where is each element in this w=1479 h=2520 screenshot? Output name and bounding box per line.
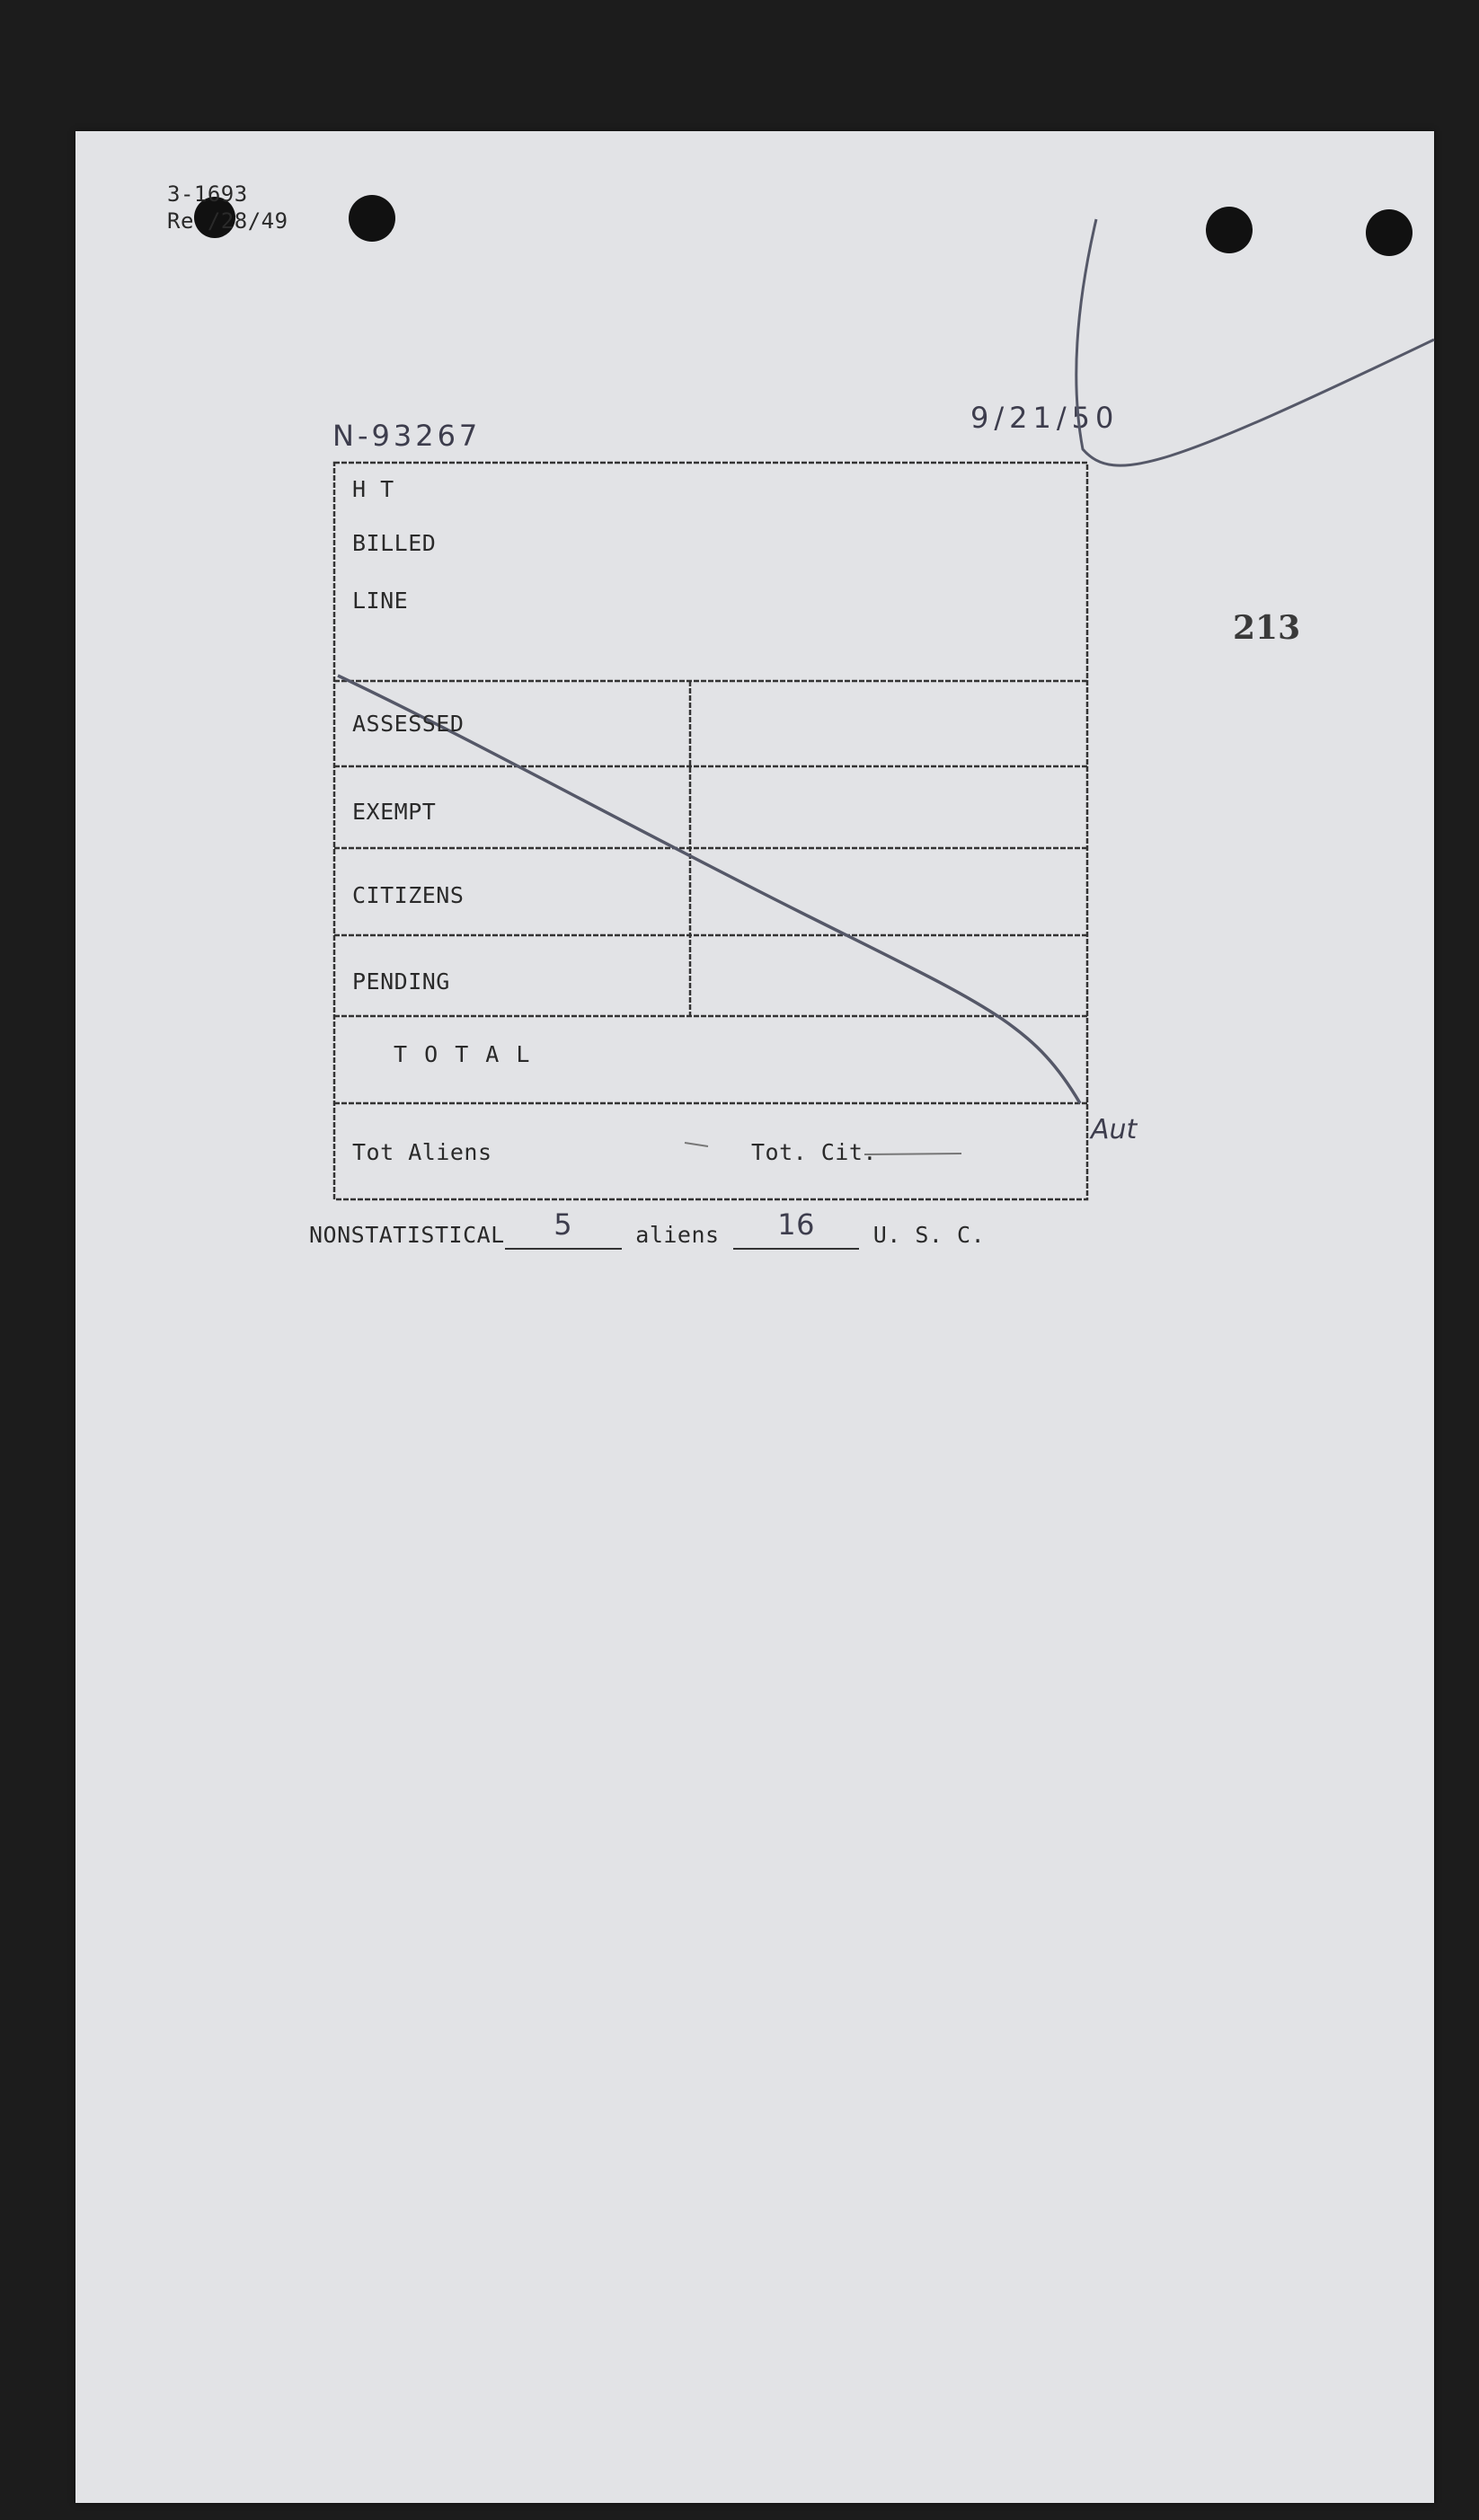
tot-aliens-label: Tot Aliens	[352, 1139, 492, 1165]
nonstatistical-label: NONSTATISTICAL	[309, 1222, 505, 1248]
table-header-ht: H T	[352, 476, 394, 502]
form-revision: Re /28/49	[167, 208, 288, 234]
usc-label: U. S. C.	[872, 1222, 986, 1248]
aliens-count: 5	[554, 1207, 573, 1242]
margin-stroke	[1076, 219, 1434, 465]
row-label-pending: PENDING	[352, 968, 450, 995]
row-label-assessed: ASSESSED	[352, 711, 465, 737]
row-label-exempt: EXEMPT	[352, 799, 437, 825]
date: 9/21/50	[970, 401, 1120, 435]
aliens-blank	[505, 1207, 622, 1250]
nonstatistical-line	[309, 1207, 986, 1250]
aliens-label: aliens	[635, 1222, 720, 1248]
page-number: 213	[1233, 609, 1301, 647]
form-number: 3-1693	[167, 181, 248, 207]
row-label-total: T O T A L	[394, 1041, 532, 1067]
usc-blank	[733, 1207, 859, 1250]
table-header-line: LINE	[352, 588, 409, 614]
row-label-citizens: CITIZENS	[352, 882, 465, 908]
file-number: N-93267	[332, 419, 482, 453]
usc-count: 16	[777, 1207, 816, 1242]
handwritten-initials: Aut	[1091, 1114, 1138, 1145]
table-header-billed: BILLED	[352, 530, 437, 556]
tot-cit-label: Tot. Cit.	[751, 1139, 877, 1165]
